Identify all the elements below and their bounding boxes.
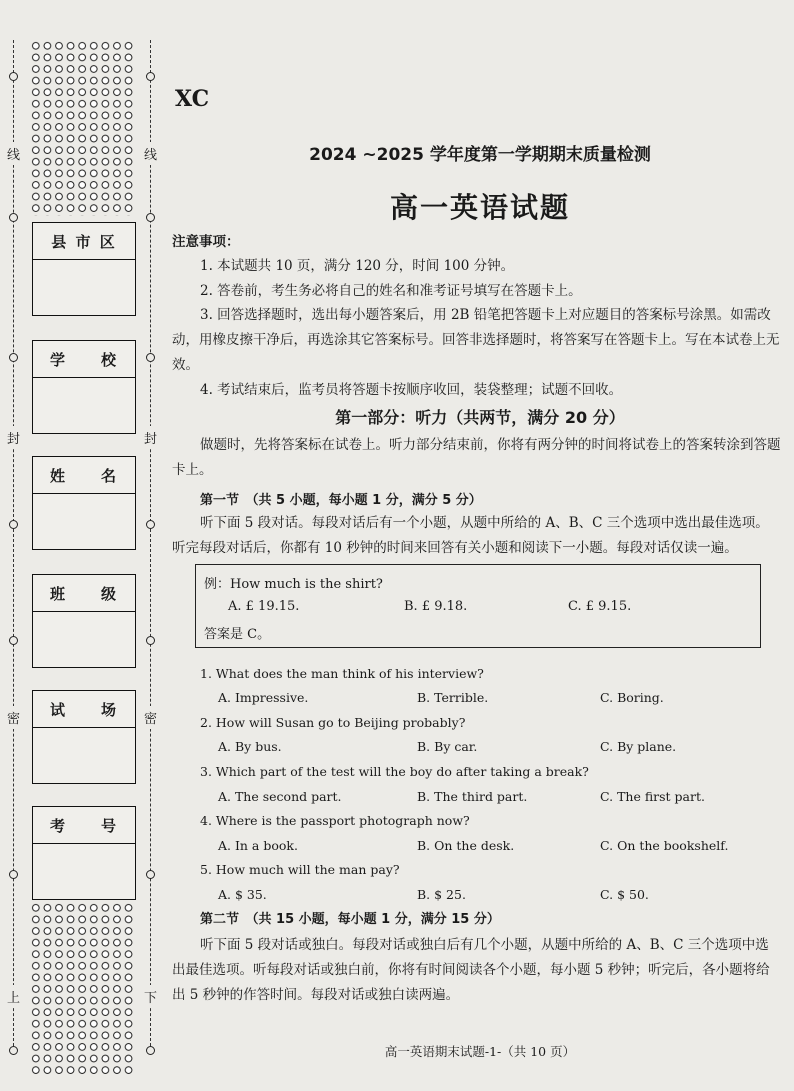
question-3-option-b[interactable]: B. The third part. <box>417 789 528 804</box>
field-exam-room-label: 试 场 <box>33 691 135 728</box>
example-option-b: B. £ 9.18. <box>404 599 468 614</box>
question-3: 3. Which part of the test will the boy do after taking a break? <box>200 764 589 779</box>
paper-code: XC <box>175 86 210 112</box>
binding-hole <box>9 636 18 645</box>
field-exam-number-label: 考 号 <box>33 807 135 844</box>
binding-hole <box>146 72 155 81</box>
field-name-label: 姓 名 <box>33 457 135 494</box>
question-5: 5. How much will the man pay? <box>200 862 400 877</box>
margin-label-feng-inner: 封 <box>144 426 157 449</box>
field-class[interactable] <box>32 574 136 668</box>
section2-title: 第二节 （共 15 小题，每小题 1 分，满分 15 分） <box>200 912 500 927</box>
question-3-option-a[interactable]: A. The second part. <box>218 789 342 804</box>
field-school-label: 学 校 <box>33 341 135 378</box>
question-1-option-a[interactable]: A. Impressive. <box>218 690 309 705</box>
binding-hole <box>9 72 18 81</box>
binding-hole <box>146 870 155 879</box>
section2-instructions: 听下面 5 段对话或独白。每段对话或独白后有几个小题，从题中所给的 A、B、C 三个选项中选出最佳选项。听每段对话或独白前，你将有时间阅读各个小题，每小题 5 秒钟；听完后，各小题将给出 5 秒钟的作答时间。每段对话或独白读两遍。 <box>172 937 770 1003</box>
year-title: 2024 ~2025 学年度第一学期期末质量检测 <box>309 145 651 165</box>
binding-hole <box>146 1046 155 1055</box>
question-2-option-a[interactable]: A. By bus. <box>218 739 282 754</box>
question-2-option-c[interactable]: C. By plane. <box>600 739 677 754</box>
binding-hole <box>146 213 155 222</box>
inner-binding-line <box>150 40 153 1051</box>
question-2: 2. How will Susan go to Beijing probably? <box>200 715 466 730</box>
margin-label-mi: 密 <box>7 706 20 729</box>
binding-hole <box>146 520 155 529</box>
exam-title: 高一英语试题 <box>389 191 570 224</box>
question-4: 4. Where is the passport photograph now? <box>200 813 470 828</box>
field-exam-number[interactable] <box>32 806 136 900</box>
margin-label-xian-inner: 线 <box>144 142 157 165</box>
binding-hole <box>9 353 18 362</box>
note-2: 2. 答卷前，考生务必将自己的姓名和准考证号填写在答题卡上。 <box>200 283 582 299</box>
note-4: 4. 考试结束后，监考员将答题卡按顺序收回，装袋整理；试题不回收。 <box>200 382 623 398</box>
part1-title: 第一部分：听力（共两节，满分 20 分） <box>335 408 625 427</box>
section1-title: 第一节 （共 5 小题，每小题 1 分，满分 5 分） <box>200 493 482 508</box>
margin-label-shang: 上 <box>7 985 20 1008</box>
question-4-option-a[interactable]: A. In a book. <box>218 838 298 853</box>
margin-label-feng: 封 <box>7 426 20 449</box>
field-school[interactable] <box>32 340 136 434</box>
question-1-option-c[interactable]: C. Boring. <box>600 690 664 705</box>
example-question: 例：How much is the shirt? <box>204 577 383 592</box>
binding-hole <box>146 353 155 362</box>
question-4-option-c[interactable]: C. On the bookshelf. <box>600 838 729 853</box>
question-5-option-a[interactable]: A. $ 35. <box>218 887 267 902</box>
margin-label-xian: 线 <box>7 142 20 165</box>
binding-hole <box>9 520 18 529</box>
example-option-a: A. £ 19.15. <box>228 599 300 614</box>
note-1: 1. 本试题共 10 页，满分 120 分，时间 100 分钟。 <box>200 258 515 274</box>
question-5-option-c[interactable]: C. $ 50. <box>600 887 649 902</box>
example-option-c: C. £ 9.15. <box>568 599 632 614</box>
dot-pattern-top <box>30 40 136 216</box>
outer-binding-line <box>13 40 16 1051</box>
binding-hole <box>9 213 18 222</box>
question-1-option-b[interactable]: B. Terrible. <box>417 690 489 705</box>
field-name[interactable] <box>32 456 136 550</box>
question-4-option-b[interactable]: B. On the desk. <box>417 838 515 853</box>
note-3: 3. 回答选择题时，选出每小题答案后，用 2B 铅笔把答题卡上对应题目的答案标号涂黑。如需改动，用橡皮擦干净后，再选涂其它答案标号。回答非选择题时，将答案写在答题卡上。写在本试卷上无效。 <box>172 307 780 373</box>
margin-label-xia-inner: 下 <box>144 985 157 1008</box>
notes-heading: 注意事项： <box>172 234 240 250</box>
dot-pattern-bottom <box>30 902 136 1074</box>
binding-hole <box>146 636 155 645</box>
question-5-option-b[interactable]: B. $ 25. <box>417 887 466 902</box>
section1-instructions: 听下面 5 段对话。每段对话后有一个小题，从题中所给的 A、B、C 三个选项中选出最佳选项。听完每段对话后，你都有 10 秒钟的时间来回答有关小题和阅读下一小题。每段对话仅读一遍。 <box>172 515 769 556</box>
question-2-option-b[interactable]: B. By car. <box>417 739 478 754</box>
question-3-option-c[interactable]: C. The first part. <box>600 789 705 804</box>
field-class-label: 班 级 <box>33 575 135 612</box>
field-county[interactable] <box>32 222 136 316</box>
field-county-label: 县 市 区 <box>33 223 135 260</box>
field-exam-room[interactable] <box>32 690 136 784</box>
binding-hole <box>9 870 18 879</box>
example-box <box>195 564 761 648</box>
example-answer: 答案是 C。 <box>204 627 271 642</box>
margin-label-mi-inner: 密 <box>144 706 157 729</box>
binding-hole <box>9 1046 18 1055</box>
part1-intro: 做题时，先将答案标在试卷上。听力部分结束前，你将有两分钟的时间将试卷上的答案转涂到答题卡上。 <box>172 437 781 478</box>
page-footer: 高一英语期末试题-1-（共 10 页） <box>384 1044 576 1059</box>
question-1: 1. What does the man think of his interview? <box>200 666 484 681</box>
